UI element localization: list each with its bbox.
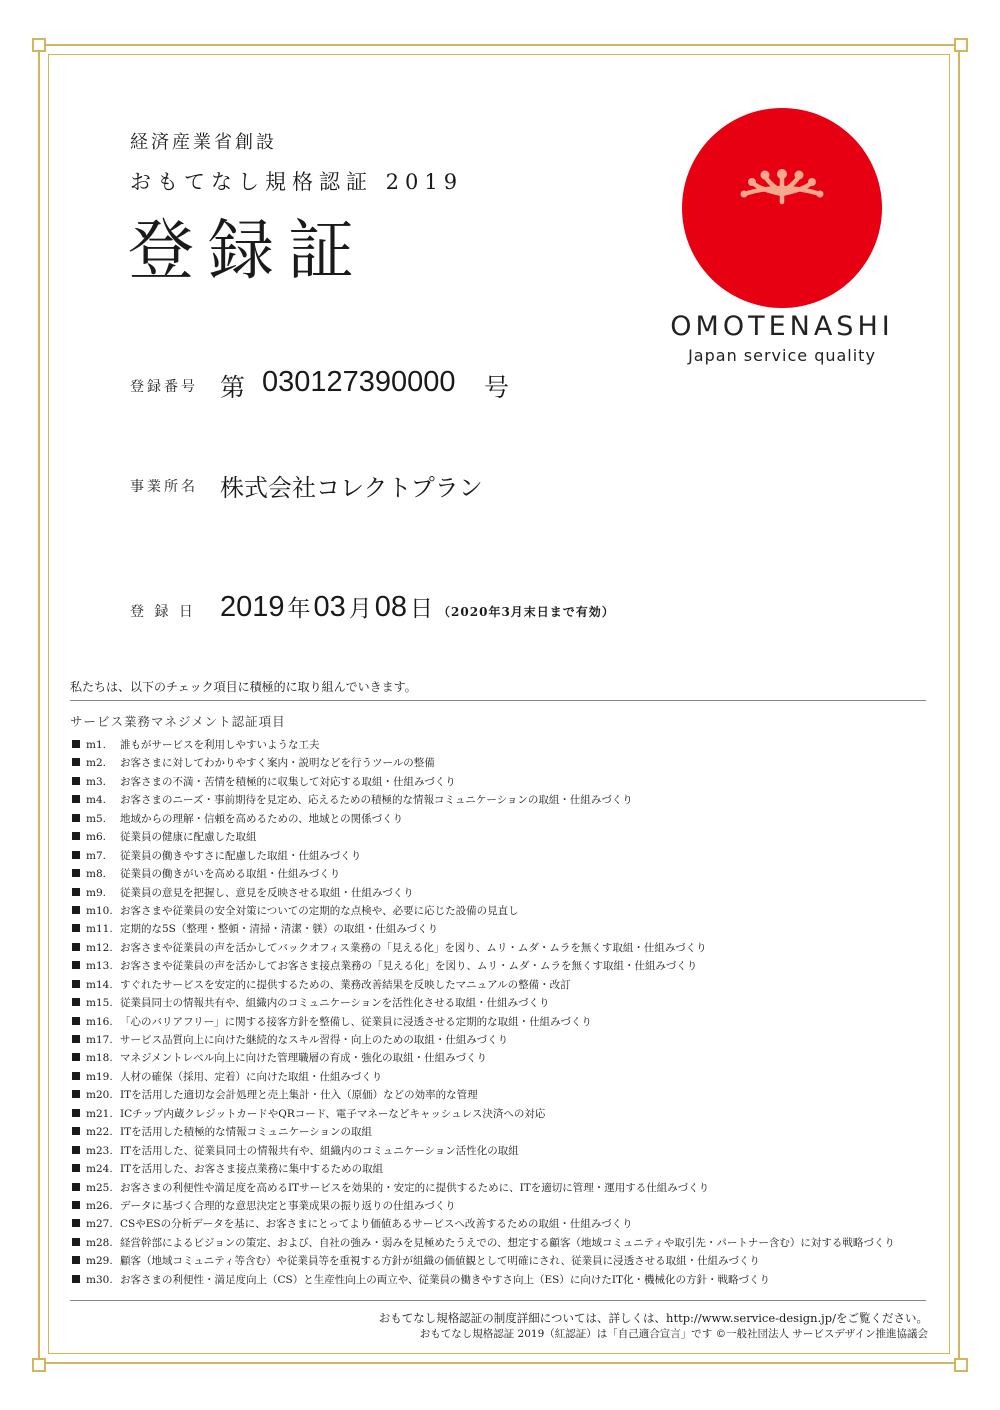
check-item bbox=[72, 884, 895, 902]
check-item-text: すぐれたサービスを安定的に提供するための、業務改善結果を反映したマニュアルの整備・改訂 bbox=[120, 978, 571, 991]
bullet-square-icon bbox=[72, 851, 80, 859]
registration-date bbox=[220, 590, 615, 624]
check-item-code: m25. bbox=[86, 1181, 113, 1194]
date-year: 2019 bbox=[220, 591, 285, 623]
check-item bbox=[72, 1234, 895, 1252]
check-item bbox=[72, 1105, 895, 1123]
bullet-square-icon bbox=[72, 1275, 80, 1283]
check-item-code: m3. bbox=[86, 775, 106, 788]
bullet-square-icon bbox=[72, 758, 80, 766]
check-item bbox=[72, 1215, 895, 1233]
bullet-square-icon bbox=[72, 1053, 80, 1061]
check-item-code: m28. bbox=[86, 1236, 113, 1249]
check-item-text: お客さまや従業員の安全対策についての定期的な点検や、必要に応じた設備の見直し bbox=[120, 904, 519, 917]
commitment-statement: 私たちは、以下のチェック項目に積極的に取り組んでいきます。 bbox=[70, 680, 417, 694]
check-item-code: m1. bbox=[86, 739, 106, 751]
bullet-square-icon bbox=[72, 1090, 80, 1098]
check-item-text: 従業員同士の情報共有や、組織内のコミュニケーションを活性化させる取組・仕組みづくり bbox=[120, 997, 550, 1010]
check-item-text: 従業員の健康に配慮した取組 bbox=[120, 831, 257, 844]
check-item bbox=[72, 736, 895, 754]
certification-name: おもてなし規格認証 2019 bbox=[130, 170, 464, 194]
border-corner bbox=[954, 1358, 968, 1372]
issuer-line: 経済産業省創設 bbox=[130, 132, 277, 153]
check-item-code: m21. bbox=[86, 1107, 113, 1120]
check-item bbox=[72, 902, 895, 920]
check-item-text: 誰もがサービスを利用しやすいような工夫 bbox=[120, 739, 320, 751]
check-item-text: お客さまの利便性や満足度を高めるITサービスを効果的・安定的に提供するために、ITを適切に管理・運用する仕組みづくり bbox=[120, 1181, 710, 1194]
bullet-square-icon bbox=[72, 1238, 80, 1246]
certificate-title: 登録証 bbox=[128, 212, 368, 289]
check-item-text: お客さまの利便性・満足度向上（CS）と生産性向上の両立や、従業員の働きやすさ向上（ES）に向けたIT化・機械化の方針・戦略づくり bbox=[120, 1273, 771, 1286]
border-corner bbox=[32, 1358, 46, 1372]
check-item-text: サービス品質向上に向けた継続的なスキル習得・向上のための取組・仕組みづくり bbox=[120, 1034, 509, 1046]
date-day-unit: 日 bbox=[410, 596, 434, 622]
bullet-square-icon bbox=[72, 832, 80, 840]
border-corner bbox=[954, 38, 968, 52]
bullet-square-icon bbox=[72, 1183, 80, 1191]
bullet-square-icon bbox=[72, 1164, 80, 1172]
check-item-text: 「心のバリアフリー」に関する接客方針を整備し、従業員に浸透させる定期的な取組・仕組みづくり bbox=[120, 1015, 592, 1028]
check-item-text: ITを活用した、従業員同士の情報共有や、組織内のコミュニケーション活性化の取組 bbox=[120, 1144, 519, 1157]
bullet-square-icon bbox=[72, 777, 80, 785]
check-item-text: ICチップ内蔵クレジットカードやQRコード、電子マネーなどキャッシュレス決済への対応 bbox=[120, 1107, 546, 1120]
check-item bbox=[72, 791, 895, 809]
divider bbox=[70, 1300, 926, 1301]
border-corner bbox=[32, 38, 46, 52]
check-item-code: m9. bbox=[86, 886, 106, 899]
check-item bbox=[72, 847, 895, 865]
bullet-square-icon bbox=[72, 740, 80, 748]
check-item-text: お客さまや従業員の声を活かしてお客さま接点業務の「見える化」を図り、ムリ・ムダ・ムラを無くす取組・仕組みづくり bbox=[120, 960, 698, 973]
check-item bbox=[72, 754, 895, 772]
check-item bbox=[72, 1252, 895, 1270]
check-item-code: m20. bbox=[86, 1089, 113, 1102]
check-item bbox=[72, 920, 895, 938]
check-item-text: 従業員の働きがいを高める取組・仕組みづくり bbox=[120, 868, 341, 881]
check-item-text: ITを活用した積極的な情報コミュニケーションの取組 bbox=[120, 1126, 373, 1139]
bullet-square-icon bbox=[72, 814, 80, 822]
bullet-square-icon bbox=[72, 1035, 80, 1043]
business-name: 株式会社コレクトプラン bbox=[220, 475, 483, 502]
bullet-square-icon bbox=[72, 961, 80, 969]
check-item-code: m27. bbox=[86, 1218, 113, 1231]
check-item bbox=[72, 994, 895, 1012]
check-item-code: m10. bbox=[86, 904, 113, 917]
check-item bbox=[72, 1142, 895, 1160]
check-item-code: m30. bbox=[86, 1273, 113, 1286]
check-item bbox=[72, 1179, 895, 1197]
check-item bbox=[72, 1271, 895, 1289]
check-item-code: m23. bbox=[86, 1144, 113, 1157]
bullet-square-icon bbox=[72, 980, 80, 988]
check-item bbox=[72, 957, 895, 975]
check-item-code: m14. bbox=[86, 978, 113, 991]
check-item-text: データに基づく合理的な意思決定と事業成果の振り返りの仕組みづくり bbox=[120, 1199, 456, 1212]
check-item-text: お客さまや従業員の声を活かしてバックオフィス業務の「見える化」を図り、ムリ・ムダ・ムラを無くす取組・仕組みづくり bbox=[120, 941, 707, 954]
check-item-text: お客さまのニーズ・事前期待を見定め、応えるための積極的な情報コミュニケーションの取組・仕組みづくり bbox=[120, 794, 633, 807]
check-item-code: m26. bbox=[86, 1199, 113, 1212]
check-item-text: マネジメントレベル向上に向けた管理職層の育成・強化の取組・仕組みづくり bbox=[120, 1052, 487, 1065]
check-item-code: m16. bbox=[86, 1015, 113, 1028]
check-item-text: ITを活用した、お客さま接点業務に集中するための取組 bbox=[120, 1163, 384, 1176]
check-item-text: 経営幹部によるビジョンの策定、および、自社の強み・弱みを見極めたうえでの、想定する顧客（地域コミュニティや取引先・パートナー含む）に対する戦略づくり bbox=[120, 1236, 895, 1249]
check-item bbox=[72, 1197, 895, 1215]
check-item-code: m24. bbox=[86, 1163, 113, 1176]
check-item-text: 従業員の意見を把握し、意見を反映させる取組・仕組みづくり bbox=[120, 886, 414, 899]
logo-wordmark: OMOTENASHI bbox=[670, 311, 894, 342]
check-item bbox=[72, 1068, 895, 1086]
check-item bbox=[72, 939, 895, 957]
check-item-text: 人材の確保（採用、定着）に向けた取組・仕組みづくり bbox=[120, 1070, 383, 1083]
check-item-text: 顧客（地域コミュニティ等含む）や従業員等を重視する方針が組織の価値観として明確にされ、従業員に浸透させる取組・仕組みづくり bbox=[120, 1255, 760, 1268]
divider bbox=[70, 700, 926, 701]
check-item bbox=[72, 810, 895, 828]
bullet-square-icon bbox=[72, 1201, 80, 1209]
bullet-square-icon bbox=[72, 795, 80, 803]
bullet-square-icon bbox=[72, 1146, 80, 1154]
check-item-text: 地域からの理解・信頼を高めるための、地域との関係づくり bbox=[120, 812, 404, 825]
check-item bbox=[72, 828, 895, 846]
registration-number: 030127390000 bbox=[262, 366, 456, 398]
check-item-text: ITを活用した適切な会計処理と売上集計・仕入（原価）などの効率的な管理 bbox=[120, 1089, 478, 1102]
check-item-code: m6. bbox=[86, 831, 106, 844]
check-item bbox=[72, 976, 895, 994]
bullet-square-icon bbox=[72, 869, 80, 877]
registration-suffix: 号 bbox=[484, 373, 510, 402]
omotenashi-flower-icon bbox=[732, 160, 832, 220]
check-item-code: m7. bbox=[86, 849, 106, 862]
bullet-square-icon bbox=[72, 1017, 80, 1025]
logo-tagline: Japan service quality bbox=[688, 346, 876, 365]
bullet-square-icon bbox=[72, 1127, 80, 1135]
bullet-square-icon bbox=[72, 888, 80, 896]
registration-prefix: 第 bbox=[220, 373, 246, 402]
bullet-square-icon bbox=[72, 943, 80, 951]
check-item-code: m12. bbox=[86, 941, 113, 954]
bullet-square-icon bbox=[72, 1256, 80, 1264]
check-item-code: m15. bbox=[86, 997, 113, 1010]
check-item-code: m5. bbox=[86, 812, 106, 825]
check-item-code: m18. bbox=[86, 1052, 113, 1065]
check-item-text: 従業員の働きやすさに配慮した取組・仕組みづくり bbox=[120, 849, 362, 862]
check-item-list bbox=[72, 736, 895, 1289]
footer-declaration-line: おもてなし規格認証 2019（紅認証）は「自己適合宣言」です ©一般社団法人 サービスデザイン推進協議会 bbox=[419, 1328, 928, 1340]
check-item bbox=[72, 1123, 895, 1141]
registration-date-label: 登 録 日 bbox=[130, 604, 196, 620]
bullet-square-icon bbox=[72, 1219, 80, 1227]
check-item bbox=[72, 1031, 895, 1049]
section-title: サービス業務マネジメント認証項目 bbox=[70, 714, 286, 729]
check-item-text: CSやESの分析データを基に、お客さまにとってより価値あるサービスへ改善するための取組・仕組みづくり bbox=[120, 1218, 633, 1231]
check-item-code: m29. bbox=[86, 1255, 113, 1268]
bullet-square-icon bbox=[72, 998, 80, 1006]
check-item bbox=[72, 865, 895, 883]
date-year-unit: 年 bbox=[287, 596, 311, 622]
bullet-square-icon bbox=[72, 1072, 80, 1080]
check-item-code: m22. bbox=[86, 1126, 113, 1139]
check-item-code: m17. bbox=[86, 1034, 113, 1046]
check-item-code: m11. bbox=[86, 923, 113, 936]
check-item-code: m2. bbox=[86, 757, 106, 770]
check-item bbox=[72, 1013, 895, 1031]
check-item bbox=[72, 1049, 895, 1067]
date-month: 03 bbox=[313, 591, 346, 623]
check-item-code: m4. bbox=[86, 794, 106, 807]
check-item bbox=[72, 1086, 895, 1104]
check-item-code: m13. bbox=[86, 960, 113, 973]
bullet-square-icon bbox=[72, 924, 80, 932]
check-item-code: m8. bbox=[86, 868, 106, 881]
check-item-text: お客さまの不満・苦情を積極的に収集して対応する取組・仕組みづくり bbox=[120, 775, 456, 788]
date-day: 08 bbox=[374, 591, 408, 623]
business-name-label: 事業所名 bbox=[130, 479, 198, 495]
footer-info-line: おもてなし規格認証の制度詳細については、詳しくは、http://www.service-design.jp/をご覧ください。 bbox=[378, 1311, 928, 1325]
check-item-code: m19. bbox=[86, 1070, 113, 1083]
bullet-square-icon bbox=[72, 906, 80, 914]
check-item bbox=[72, 773, 895, 791]
registration-number-label: 登録番号 bbox=[130, 379, 198, 395]
validity-note: （2020年3月末日まで有効） bbox=[438, 605, 615, 619]
check-item-text: 定期的な5S（整理・整頓・清掃・清潔・躾）の取組・仕組みづくり bbox=[120, 923, 439, 936]
bullet-square-icon bbox=[72, 1109, 80, 1117]
check-item-text: お客さまに対してわかりやすく案内・説明などを行うツールの整備 bbox=[120, 757, 435, 770]
check-item bbox=[72, 1160, 895, 1178]
date-month-unit: 月 bbox=[348, 596, 372, 622]
